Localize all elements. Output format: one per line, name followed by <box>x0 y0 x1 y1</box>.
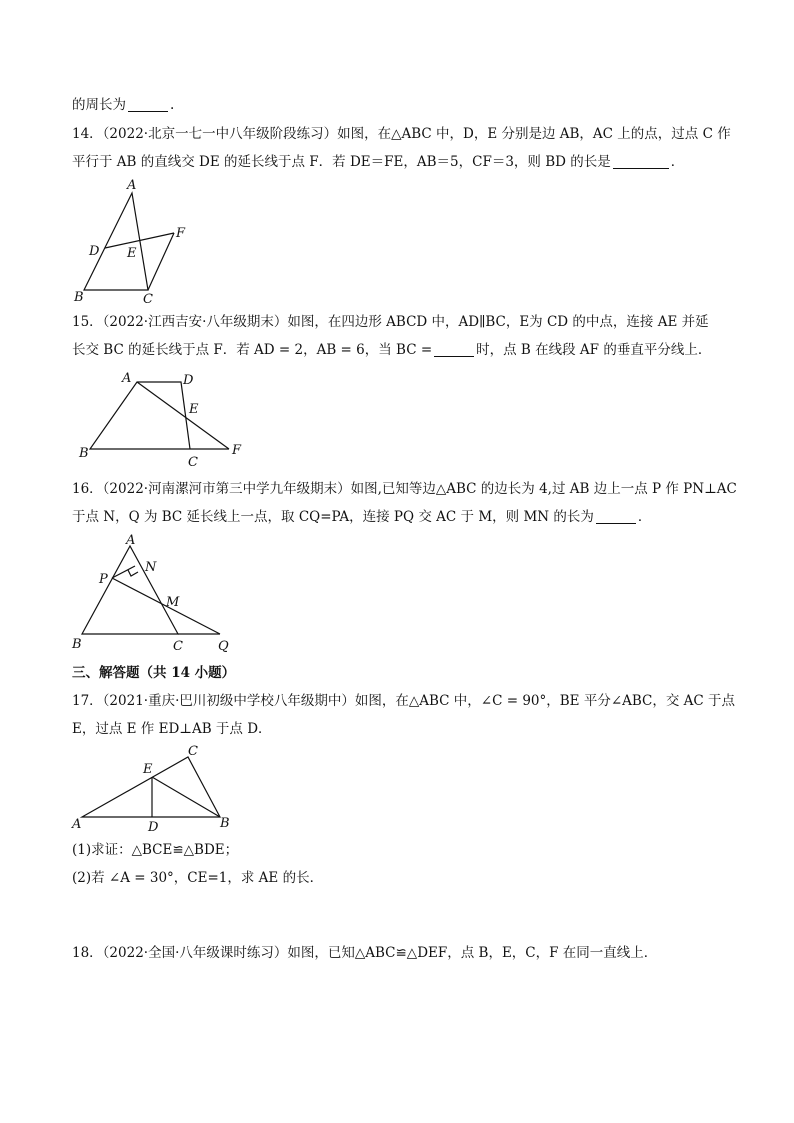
q15-label-a: A <box>122 371 132 386</box>
q17-label-b: B <box>220 816 230 831</box>
q13-end: . <box>170 97 175 113</box>
q16-stem-line2 <box>72 507 651 527</box>
q16-end: ． <box>637 509 652 525</box>
q16-answer-blank[interactable] <box>596 509 636 524</box>
q16-triangle-abc <box>82 546 178 634</box>
q14-label-c: C <box>143 292 153 307</box>
q16-label-a: A <box>126 533 136 548</box>
q16-label-c: C <box>173 639 183 654</box>
q16-label-n: N <box>145 560 157 575</box>
q14-end: ． <box>670 154 685 170</box>
q16-label-q: Q <box>218 639 229 654</box>
q14-stem-line1: 14．（2022·北京一七一中八年级阶段练习）如图，在△ABC 中，D，E 分别是边 AB，AC 上的点，过点 C 作 <box>72 126 731 142</box>
q15-label-b: B <box>79 446 89 461</box>
q15-label-d: D <box>183 373 194 388</box>
q17-label-e: E <box>143 762 153 777</box>
q14-label-e: E <box>127 246 137 261</box>
q14-triangle-abc <box>84 193 148 290</box>
q16-stem-text: 于点 N，Q 为 BC 延长线上一点，取 CQ=PA，连接 PQ 交 AC 于 M，则 MN 的长为 <box>72 509 594 525</box>
q18-stem-line1: 18．（2022·全国·八年级课时练习）如图，已知△ABC≌△DEF，点 B，E，C，F 在同一直线上． <box>72 945 658 961</box>
q17-part2: (2)若 ∠A = 30°，CE=1，求 AE 的长． <box>72 870 324 886</box>
q14-figure <box>70 175 200 310</box>
q15-stem-text-2: 时，点 B 在线段 AF 的垂直平分线上． <box>476 342 712 358</box>
q14-label-b: B <box>74 290 84 305</box>
q13-answer-blank[interactable] <box>128 97 168 112</box>
q17-label-a: A <box>72 817 82 832</box>
q15-label-e: E <box>189 402 199 417</box>
q15-stem-line2 <box>72 340 711 360</box>
q15-answer-blank[interactable] <box>434 342 474 357</box>
q17-part1: (1)求证：△BCE≌△BDE； <box>72 842 239 858</box>
q14-segment-cf <box>148 233 174 290</box>
q15-stem-line1: 15．（2022·江西吉安·八年级期末）如图，在四边形 ABCD 中，AD∥BC，E为 CD 的中点，连接 AE 并延 <box>72 314 709 330</box>
q16-label-p: P <box>99 572 108 587</box>
q16-right-angle-mark <box>128 570 138 576</box>
q14-stem-line2 <box>72 152 684 172</box>
q17-label-c: C <box>188 744 198 759</box>
q14-stem-text: 平行于 AB 的直线交 DE 的延长线于点 F．若 DE＝FE，AB＝5，CF＝3，则 BD 的长是 <box>72 154 611 170</box>
q16-label-m: M <box>166 595 180 610</box>
q15-segment-af <box>137 382 229 449</box>
q13-tail-line <box>72 95 174 115</box>
q13-tail-text: 的周长为 <box>72 97 126 113</box>
q14-label-a: A <box>127 178 137 193</box>
q17-stem-line1: 17．（2021·重庆·巴川初级中学校八年级期中）如图，在△ABC 中，∠C = 90°，BE 平分∠ABC，交 AC 于点 <box>72 693 736 709</box>
q17-label-d: D <box>148 820 159 835</box>
section-3-heading: 三、解答题（共 14 小题） <box>72 665 236 681</box>
q17-figure <box>70 742 240 837</box>
q16-stem-line1: 16．（2022·河南漯河市第三中学九年级期末）如图,已知等边△ABC 的边长为 4,过 AB 边上一点 P 作 PN⊥AC <box>72 481 737 497</box>
q16-figure <box>70 532 245 657</box>
q16-label-b: B <box>72 637 82 652</box>
q15-figure <box>74 365 254 470</box>
q17-stem-line2: E，过点 E 作 ED⊥AB 于点 D． <box>72 721 272 737</box>
q15-quadrilateral-abcd <box>90 382 190 449</box>
q15-label-f: F <box>232 443 242 458</box>
q15-label-c: C <box>188 455 198 470</box>
q14-label-d: D <box>89 244 100 259</box>
q15-stem-text: 长交 BC 的延长线于点 F．若 AD = 2，AB = 6，当 BC = <box>72 342 433 358</box>
q14-answer-blank[interactable] <box>613 154 669 169</box>
q14-label-f: F <box>176 226 186 241</box>
